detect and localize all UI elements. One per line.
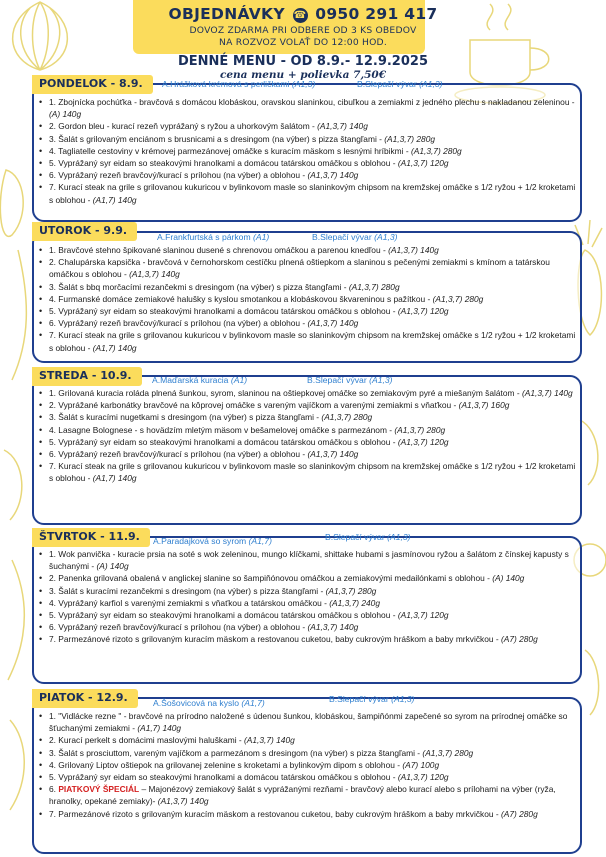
delivery-line: DOVOZ ZDARMA PRI ODBERE OD 3 KS OBEDOV [189,25,417,36]
soup-a-friday [153,698,265,708]
menu-item: • 3. Šalát s grilovaným enciánom s brusnicami a s dresingom (na výber) s pizza štangľami - (A1,3,7) 280g [38,133,578,145]
menu-item: • 4. Furmanské domáce zemiakové halušky s kyslou smotankou a klobáskovou škvareninou s pažítkou - (A1,3,7) 280g [38,293,578,305]
menu-title: DENNÉ MENU - OD 8.9.- 12.9.2025 [178,54,428,69]
soup-b-name: B.Slepačí vývar [325,532,385,542]
soup-a-name: A.Šošovicová na kyslo [153,698,239,708]
order-title: OBJEDNÁVKY [168,5,285,23]
soup-b-name: B.Slepačí vývar [312,232,372,242]
menu-item: • 5. Vyprážaný syr eidam so steakovými hranolkami a domácou tatárskou omáčkou s oblohou - (A1,3,7) 120g [38,305,578,317]
soup-b-tuesday [312,232,398,242]
menu-item: • 6. Vyprážaný rezeň bravčový/kurací s prílohou (na výber) a oblohou - (A1,3,7) 140g [38,621,578,633]
menu-item: • 7. Parmezánové rizoto s grilovaným kuracím mäskom a restovanou cuketou, baby cukrovým hráškom a baby mrkvičkou - (A7) 280g [38,808,578,820]
menu-item: • 6. Vyprážaný rezeň bravčový/kurací s prílohou (na výber) a oblohou - (A1,3,7) 140g [38,448,578,460]
soup-b-allergens: (A1,3) [419,79,443,89]
soup-a-thursday [153,536,272,546]
phone-number[interactable]: 0950 291 417 [315,5,438,23]
menu-item: • 2. Kurací perkelt s domácimi maslovými haluškami - (A1,3,7) 140g [38,734,578,746]
menu-list-thursday [38,548,578,646]
menu-item: • 7. Kurací steak na grile s grilovanou kukuricou v bylinkovom masle so slaninkovým chipsom na kremžskej omáčke s 1/2 ryžou + 1/2 kroketami s oblohou - (A1,7) 140g [38,329,578,353]
soup-b-allergens: (A1,3) [374,232,398,242]
menu-item: • 6. Vyprážaný rezeň bravčový/kurací s prílohou (na výber) a oblohou - (A1,3,7) 140g [38,169,578,181]
soup-b-monday [357,79,443,89]
menu-item: • 2. Vyprážané karbonátky bravčové na kôprovej omáčke s vareným vajíčkom a varenými zemiakmi s vňaťkou - (A1,3,7) 160g [38,399,578,411]
menu-list-monday [38,96,578,206]
menu-item: • 7. Parmezánové rizoto s grilovaným kuracím mäskom a restovanou cuketou, baby cukrovým hráškom a baby mrkvičkou - (A7) 280g [38,633,578,645]
soup-b-thursday [325,532,411,542]
day-label-wednesday: STREDA - 10.9. [32,367,142,386]
soup-a-allergens: (A1) [230,375,248,385]
soup-a-allergens: (A1,7) [241,698,265,708]
menu-item: • 3. Šalát s kuracími nugetkami s dresingom (na výber) s pizza štangľami - (A1,3,7) 280g [38,411,578,423]
menu-item: • 3. Šalát s prosciuttom, vareným vajíčkom a parmezánom s dresingom (na výber) s pizza štangľami - (A1,3,7) 280g [38,747,578,759]
order-heading [0,5,606,23]
menu-list-friday [38,710,578,820]
menu-item: • 4. Vyprážaný karfiol s varenými zemiakmi s vňaťkou a tatárskou omáčkou - (A1,3,7) 240g [38,597,578,609]
soup-a-allergens: (A1,3) [291,79,316,89]
menu-item: • 4. Tagliatelle cestoviny v krémovej parmezánovej omáčke s kuracím mäskom s lesnými hríbikmi - (A1,3,7) 280g [38,145,578,157]
soup-b-allergens: (A1,3) [391,694,415,704]
soup-a-tuesday [157,232,269,242]
soup-b-allergens: (A1,3) [387,532,411,542]
soup-a-allergens: (A1) [253,232,270,242]
menu-item: • 5. Vyprážaný syr eidam so steakovými hranolkami a domácou tatárskou omáčkou s oblohou - (A1,3,7) 120g [38,771,578,783]
menu-item: • 1. Bravčové stehno špikované slaninou dusené s chrenovou omáčkou a parenou knedľou - (A1,3,7) 140g [38,244,578,256]
menu-item: • 5. Vyprážaný syr eidam so steakovými hranolkami a domácou tatárskou omáčkou s oblohou - (A1,3,7) 120g [38,436,578,448]
menu-item: • 3. Šalát s bbq morčacími rezančekmi s dresingom (na výber) s pizza štangľami - (A1,3,7) 280g [38,281,578,293]
menu-item: • 4. Lasagne Bolognese - s hovädzím mletým mäsom v bešamelovej omáčke s parmezánom - (A1,3,7) 280g [38,424,578,436]
soup-a-name: A.Hrášková krémová s perličkami [162,79,290,89]
soup-a-wednesday [152,375,247,385]
menu-item: • 1. "Vidlácke rezne " - bravčové na prírodno naložené s údenou šunkou, klobáskou, šampiňónmi zapečené so syrom na prírodnej omáčke so šťuchanými zemiakmi - (A1,7) 140g [38,710,578,734]
menu-item: • 2. Panenka grilovaná obalená v anglickej slanine so šampiňónovou omáčkou a zemiakovými medailónkami s oblohou - (A) 140g [38,572,578,584]
friday-special-label: PIATKOVÝ ŠPECIÁL [58,784,140,795]
order-deadline-line: NA ROZVOZ VOLAŤ DO 12:00 HOD. [219,37,387,48]
soup-b-allergens: (A1,3) [369,375,393,385]
menu-item: • 4. Grilovaný Liptov oštiepok na grilovanej zelenine s kroketami a bylinkovým dipom s oblohou - (A7) 100g [38,759,578,771]
menu-item: • 1. Grilovaná kuracia roláda plnená šunkou, syrom, slaninou na oštiepkovej omáčke so zemiakovým pyré a miešaným šalátom - (A1,3,7) 140g [38,387,578,399]
menu-item-special: • 6. PIATKOVÝ ŠPECIÁL – Majonézový zemiakový šalát s vyprážanými rezňami - bravčový alebo kurací alebo s prílohami na výber (ryža, hranolky, opekané zemiaky)- (A1,3,7) 140g [38,783,578,807]
soup-a-name: A.Paradajková so syrom [153,536,247,546]
price-line: cena menu + polievka 7,50€ [219,69,387,81]
eggplant-illustration [0,170,26,810]
menu-item: • 2. Gordon bleu - kurací rezeň vyprážaný s ryžou a uhorkovým šalátom - (A1,3,7) 140g [38,120,578,132]
menu-item: • 5. Vyprážaný syr eidam so steakovými hranolkami a domácou tatárskou omáčkou s oblohou - (A1,3,7) 120g [38,157,578,169]
soup-a-allergens: (A1,7) [248,536,272,546]
day-label-thursday: ŠTVRTOK - 11.9. [32,528,150,547]
phone-icon: ☎ [293,10,307,21]
menu-list-wednesday [38,387,578,485]
soup-b-name: B.Slepačí vývar [329,694,389,704]
menu-item: • 1. Zbojnícka pochúťka - bravčová s domácou klobáskou, oravskou slaninkou, cibuľkou a zemiakmi z jedného plechu s nakladanou zeleninou - (A) 140g [38,96,578,120]
menu-item: • 1. Wok panvička - kuracie prsia na soté s wok zeleninou, mungo klíčkami, shittake hubami s jasmínovou ryžou a šalátom z čínskej kapusty s šuchanými - (A) 140g [38,548,578,572]
soup-b-name: B.Slepačí vývar [357,79,417,89]
soup-a-name: A.Frankfurtská s párkom [157,232,251,242]
menu-item: • 7. Kurací steak na grile s grilovanou kukuricou v bylinkovom masle so slaninkovým chipsom na kremžskej omáčke s 1/2 ryžou + 1/2 kroketami s oblohou - (A1,7) 140g [38,181,578,205]
soup-a-name: A.Maďarská kuracia [152,375,229,385]
menu-item: • 6. Vyprážaný rezeň bravčový/kurací s prílohou (na výber) a oblohou - (A1,3,7) 140g [38,317,578,329]
day-label-friday: PIATOK - 12.9. [32,689,138,708]
day-label-monday: PONDELOK - 8.9. [32,75,153,94]
menu-item: • 3. Šalát s kuracími rezančekmi s dresingom (na výber) s pizza štangľami - (A1,3,7) 280g [38,585,578,597]
soup-b-friday [329,694,415,704]
menu-item: • 7. Kurací steak na grile s grilovanou kukuricou v bylinkovom masle so slaninkovým chipsom na kremžskej omáčke s 1/2 ryžou + 1/2 kroketami s oblohou - (A1,7) 140g [38,460,578,484]
soup-b-wednesday [307,375,393,385]
menu-item: • 2. Chalupárska kapsička - bravčová v černohorskom cestíčku plnená oštiepkom a slaninou s pečenými zemiakmi s kmínom a tatárskou omáčkou s oblohou - (A1,3,7) 140g [38,256,578,280]
menu-list-tuesday [38,244,578,354]
soup-b-name: B.Slepačí vývar [307,375,367,385]
soup-a-monday [162,79,315,89]
day-label-tuesday: UTOROK - 9.9. [32,222,137,241]
menu-item: • 5. Vyprážaný syr eidam so steakovými hranolkami a domácou tatárskou omáčkou s oblohou - (A1,3,7) 120g [38,609,578,621]
